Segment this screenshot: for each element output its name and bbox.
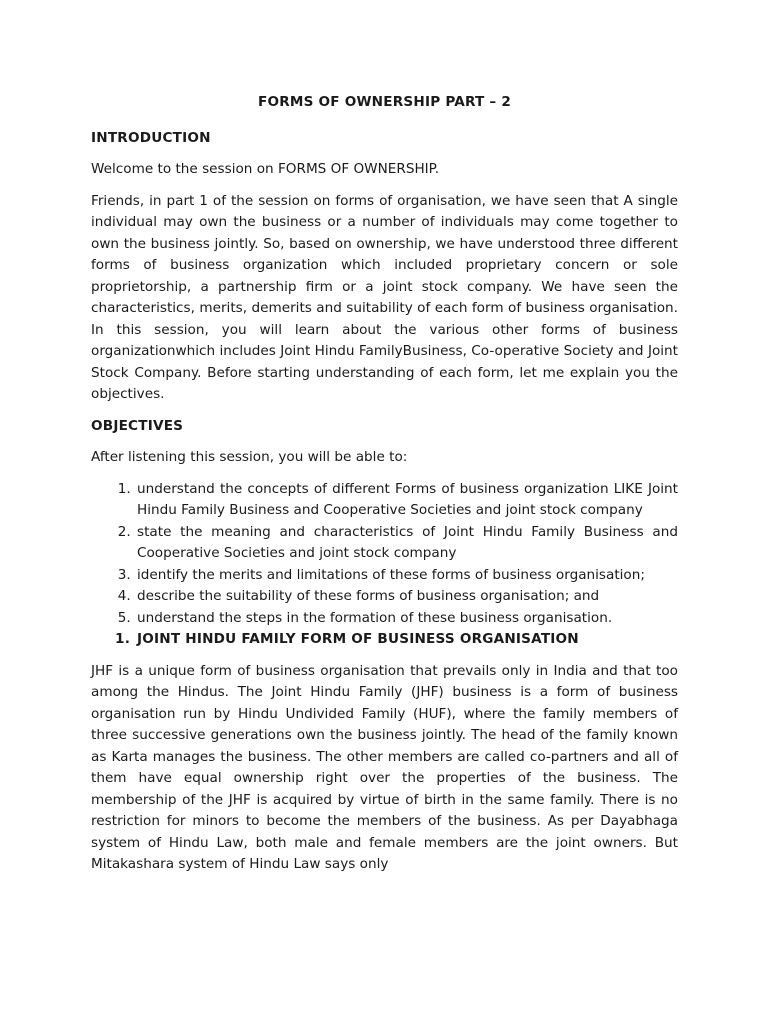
objective-item: 4. describe the suitability of these forms of business organisation; and: [135, 586, 678, 608]
section-list: [91, 629, 678, 651]
introduction-heading: INTRODUCTION: [91, 129, 211, 146]
objective-item: 1. understand the concepts of different Forms of business organization LIKE Joint Hindu Family Business and Cooperative Societies and joint stock company: [135, 479, 678, 522]
objectives-heading: OBJECTIVES: [91, 417, 184, 434]
objective-item: 3. identify the merits and limitations of these forms of business organisation;: [135, 565, 678, 587]
objectives-list: [91, 479, 678, 630]
objectives-intro: After listening this session, you will be able to:: [91, 449, 408, 465]
objective-item: 2. state the meaning and characteristics of Joint Hindu Family Business and Cooperative Societies and joint stock company: [135, 522, 678, 565]
document-title: FORMS OF OWNERSHIP PART – 2: [257, 94, 512, 110]
document-page: [91, 92, 678, 886]
welcome-text: Welcome to the session on FORMS OF OWNERSHIP.: [91, 161, 440, 177]
objective-item: 5. understand the steps in the formation of these business organisation.: [135, 608, 678, 630]
introduction-paragraph: Friends, in part 1 of the session on forms of organisation, we have seen that A single individual may own the business or a number of individuals may come together to own the business jointly. So, based on ownership, we have understood three different forms of business organization which included proprietary concern or sole proprietorship, a partnership firm or a joint stock company. We have seen the characteristics, merits, demerits and suitability of each form of business organisation. In this session, you will learn about the various other forms of business organizationwhich includes Joint Hindu FamilyBusiness, Co-operative Society and Joint Stock Company. Before starting understanding of each form, let me explain you the objectives.: [91, 192, 678, 402]
jhf-paragraph: JHF is a unique form of business organisation that prevails only in India and that too among the Hindus. The Joint Hindu Family (JHF) business is a form of business organisation run by Hindu Undivided Family (HUF), where the family members of three successive generations own the business jointly. The head of the family known as Karta manages the business. The other members are called co-partners and all of them have equal ownership right over the properties of the business. The membership of the JHF is acquired by virtue of birth in the same family. There is no restriction for minors to become the members of the business. As per Dayabhaga system of Hindu Law, both male and female members are the joint owners. But Mitakashara system of Hindu Law says only: [91, 662, 678, 872]
jhf-heading: 1. JOINT HINDU FAMILY FORM OF BUSINESS ORGANISATION: [135, 629, 678, 651]
